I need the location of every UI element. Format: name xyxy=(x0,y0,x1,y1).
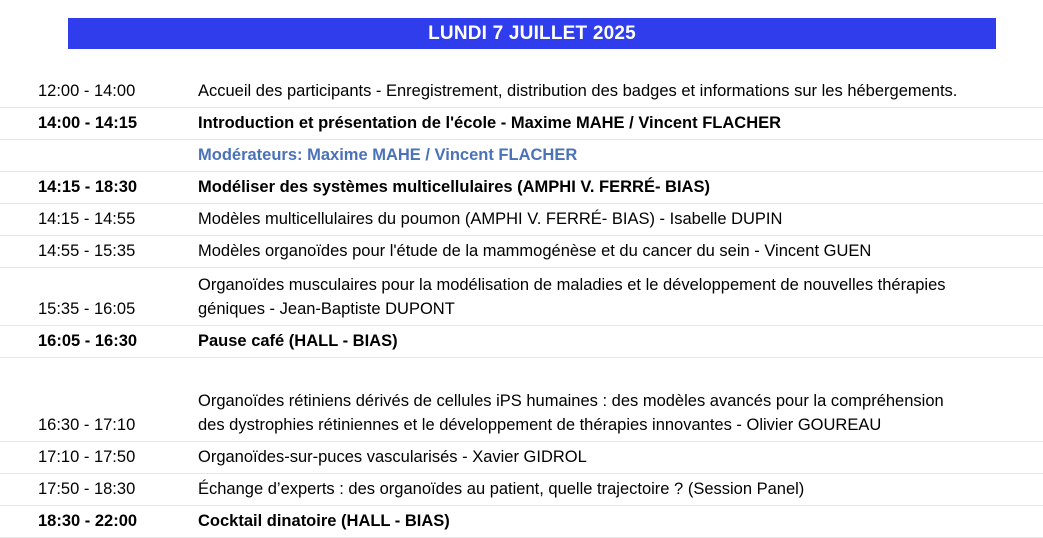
row-description: Accueil des participants - Enregistrement, distribution des badges et informations sur les hébergements. xyxy=(198,82,958,100)
row-description: Modèles organoïdes pour l'étude de la mammogénèse et du cancer du sein - Vincent GUEN xyxy=(198,242,872,260)
schedule-row-moderators xyxy=(0,140,1043,172)
schedule-row-talk-mammary xyxy=(0,236,1043,268)
row-description: Organoïdes rétiniens dérivés de cellules iPS humaines : des modèles avancés pour la compréhension des dystrophies rétiniennes et le développement de thérapies innovantes - Olivier GOUREAU xyxy=(198,392,944,434)
row-time: 15:35 - 16:05 xyxy=(38,300,136,318)
day-header xyxy=(68,18,996,49)
row-description: Modèles multicellulaires du poumon (AMPHI V. FERRÉ- BIAS) - Isabelle DUPIN xyxy=(198,210,783,228)
row-time: 14:00 - 14:15 xyxy=(38,114,138,132)
schedule-row-talk-retina xyxy=(0,358,1043,442)
row-time: 12:00 - 14:00 xyxy=(38,82,136,100)
row-description: Introduction et présentation de l'école - Maxime MAHE / Vincent FLACHER xyxy=(198,114,782,132)
row-description: Échange d’experts : des organoïdes au patient, quelle trajectoire ? (Session Panel) xyxy=(198,480,805,498)
row-time: 17:50 - 18:30 xyxy=(38,480,136,498)
row-time: 14:15 - 14:55 xyxy=(38,210,136,228)
schedule-row-coffee-break xyxy=(0,326,1043,358)
row-description: Organoïdes musculaires pour la modélisation de maladies et le développement de nouvelles thérapies géniques - Jean-Baptiste DUPONT xyxy=(198,276,946,318)
row-description: Organoïdes-sur-puces vascularisés - Xavier GIDROL xyxy=(198,448,587,466)
row-description: Pause café (HALL - BIAS) xyxy=(198,332,398,350)
day-header-title: LUNDI 7 JUILLET 2025 xyxy=(428,22,636,44)
schedule-row-talk-muscle xyxy=(0,268,1043,326)
row-time: 14:55 - 15:35 xyxy=(38,242,136,260)
schedule-row-welcome xyxy=(0,50,1043,108)
row-time: 16:05 - 16:30 xyxy=(38,332,138,350)
row-time: 17:10 - 17:50 xyxy=(38,448,136,466)
row-time: 18:30 - 22:00 xyxy=(38,512,138,530)
row-description: Modéliser des systèmes multicellulaires (AMPHI V. FERRÉ- BIAS) xyxy=(198,178,710,196)
row-time: 16:30 - 17:10 xyxy=(38,416,136,434)
schedule-row-talk-lung xyxy=(0,204,1043,236)
row-time: 14:15 - 18:30 xyxy=(38,178,138,196)
schedule-row-panel xyxy=(0,474,1043,506)
schedule-row-introduction xyxy=(0,108,1043,140)
schedule-row-cocktail xyxy=(0,506,1043,538)
moderators-label: Modérateurs: Maxime MAHE / Vincent FLACHER xyxy=(198,146,578,164)
row-description: Cocktail dinatoire (HALL - BIAS) xyxy=(198,512,450,530)
schedule-table xyxy=(0,50,1043,538)
schedule-row-talk-chips xyxy=(0,442,1043,474)
schedule-row-session xyxy=(0,172,1043,204)
